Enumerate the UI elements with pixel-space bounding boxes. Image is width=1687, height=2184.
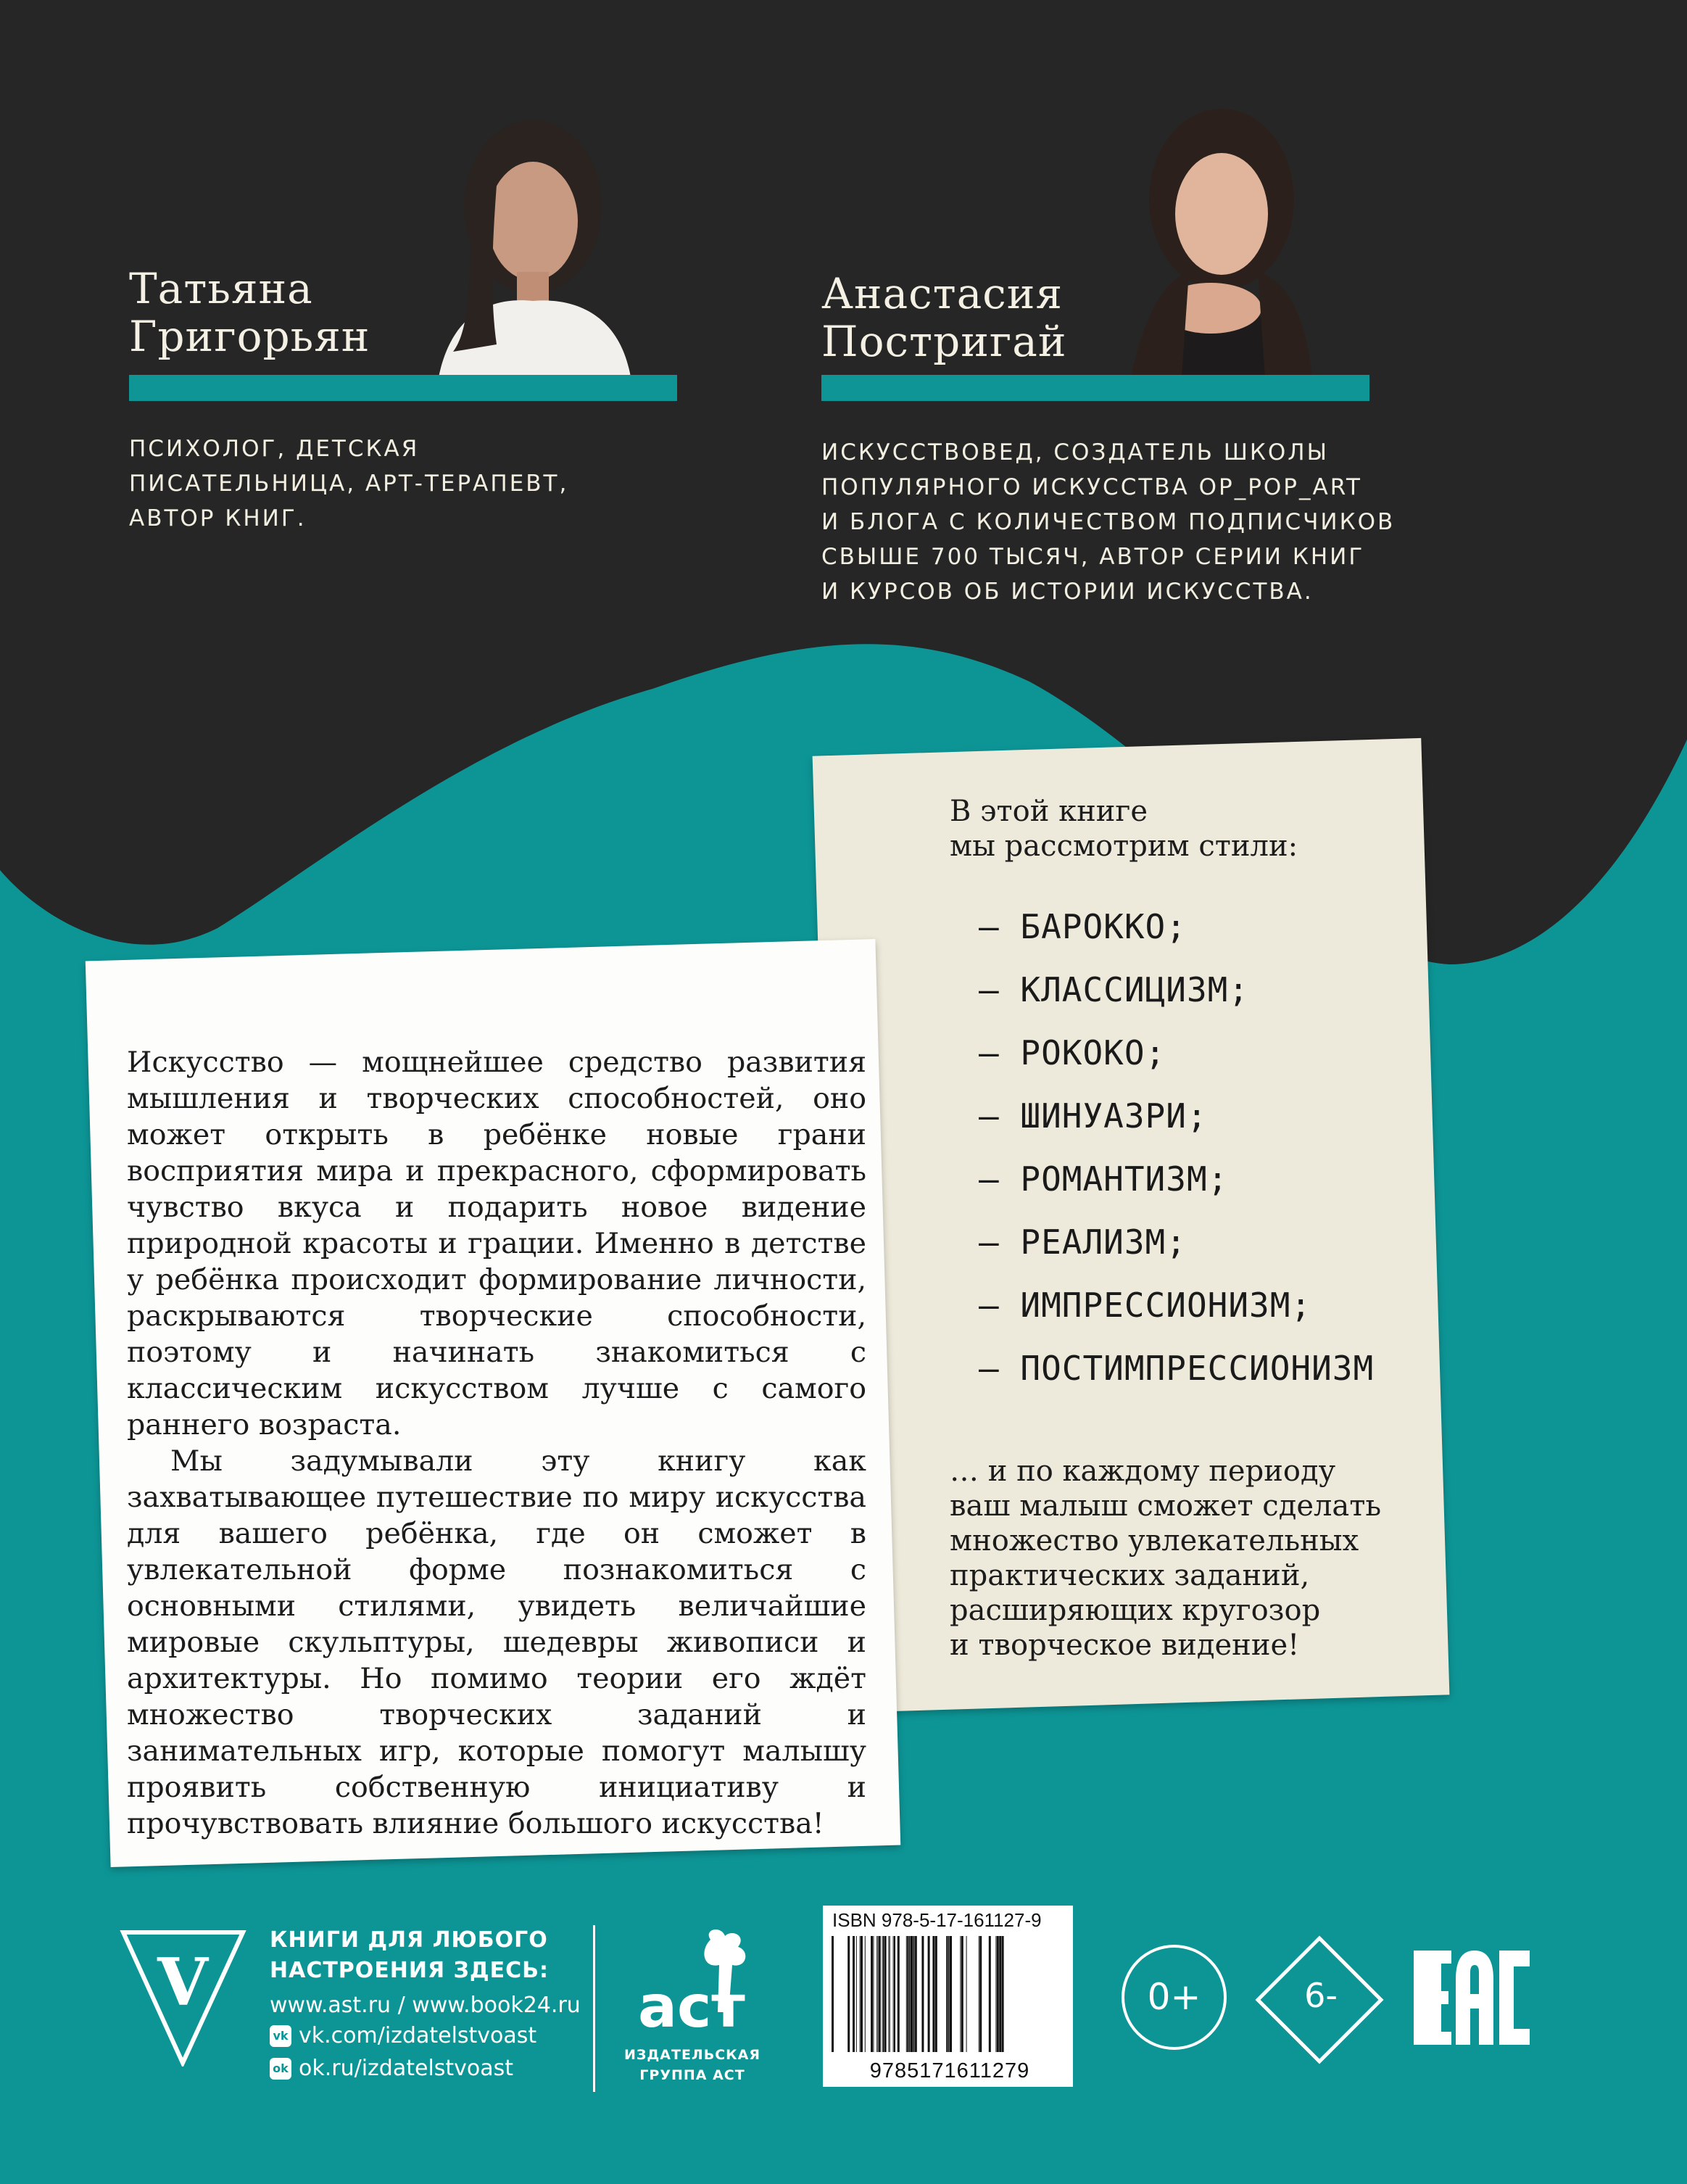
ast-logo-text: аст — [638, 1973, 745, 2040]
style-item: — БАРОККО; — [979, 907, 1187, 946]
barcode-bar — [909, 1936, 911, 2052]
barcode-bar — [960, 1936, 961, 2052]
barcode-bar — [907, 1936, 908, 2052]
barcode-bar — [894, 1936, 895, 2052]
name-underline-bar — [821, 375, 1369, 401]
styles-outro: … и по каждому периоду ваш малыш сможет сделать множество увлекательных практических заданий, расширяющих кругозор и творческое видение! — [950, 1455, 1382, 1662]
author-last-name: Григорьян — [129, 312, 370, 361]
author-first-name: Татьяна — [129, 264, 313, 313]
barcode-bar — [997, 1936, 999, 2052]
author-portrait-anastasia — [1102, 91, 1341, 377]
eac-mark — [1414, 1951, 1530, 2045]
barcode-bar — [911, 1936, 913, 2052]
barcode-bar — [913, 1936, 914, 2052]
barcode-bar — [906, 1936, 907, 2052]
barcode-bar — [832, 1936, 834, 2052]
barcode-bar — [882, 1936, 884, 2052]
barcode-bar — [921, 1936, 924, 2052]
ok-link-label: ok.ru/izdatelstvoast — [299, 2056, 514, 2081]
style-item: — ИМПРЕССИОНИЗМ; — [979, 1286, 1312, 1325]
style-item: — КЛАССИЦИЗМ; — [979, 970, 1250, 1009]
author-bio-anastasia: ИСКУССТВОВЕД, СОЗДАТЕЛЬ ШКОЛЫ ПОПУЛЯРНОГО ИСКУССТВА OP_POP_ART И БЛОГА С КОЛИЧЕСТВОМ ПОДПИСЧИКОВ СВЫШЕ 700 ТЫСЯЧ, АВТОР СЕРИИ КНИГ И КУРСОВ ОБ ИСТОРИИ ИСКУССТВА. — [821, 439, 1396, 605]
barcode-bar — [873, 1936, 874, 2052]
barcode-bar — [847, 1936, 850, 2052]
styles-intro: В этой книге мы рассмотрим стили: — [950, 795, 1298, 863]
barcode-bar — [888, 1936, 889, 2052]
vk-link[interactable] — [270, 2023, 536, 2048]
author-first-name: Анастасия — [821, 269, 1064, 318]
author-bio-tatiana: ПСИХОЛОГ, ДЕТСКАЯ ПИСАТЕЛЬНИЦА, АРТ-ТЕРАПЕВТ, АВТОР КНИГ. — [129, 436, 569, 531]
barcode-bar — [880, 1936, 881, 2052]
style-item: — РЕАЛИЗМ; — [979, 1223, 1187, 1262]
barcode-bar — [879, 1936, 880, 2052]
barcode-bar — [884, 1936, 887, 2052]
barcode-bar — [860, 1936, 861, 2052]
imprint-logo — [120, 1929, 246, 2067]
description-paragraph: Мы задумывали эту книгу как захватывающее путешествие по миру искусства для вашего ребёнка, где он сможет в увлекательной форме познакомиться с основными стилями, увидеть величайшие мировые скульптуры, шедевры живописи и архитектуры. Но помимо теории его ждёт множество творческих заданий и занимательных игр, которые помогут малышу проявить собственную инициативу и прочувствовать влияние большого искусства! — [127, 1444, 866, 1840]
style-item: — РОМАНТИЗМ; — [979, 1159, 1229, 1199]
barcode-bar — [1002, 1936, 1004, 2052]
barcode-bar — [999, 1936, 1001, 2052]
author-name-anastasia — [821, 270, 1066, 365]
imprint-logo-letter: V — [157, 1944, 208, 2021]
author-last-name: Постригай — [821, 317, 1067, 366]
publisher-caption: ИЗДАТЕЛЬСКАЯ ГРУППА АСТ — [623, 2047, 761, 2083]
barcode-bar — [961, 1936, 963, 2052]
vk-icon: vk — [270, 2025, 291, 2047]
footer-divider — [593, 1925, 595, 2092]
style-item: — ПОСТИМПРЕССИОНИЗМ — [979, 1349, 1375, 1388]
barcode-bar — [928, 1936, 930, 2052]
age-recommendation-label: 6- — [1304, 1976, 1338, 2015]
barcode-bar — [966, 1936, 967, 2052]
barcode-bar — [950, 1936, 952, 2052]
description-text — [127, 1044, 866, 1842]
isbn-label: ISBN 978-5-17-161127-9 — [832, 1909, 1042, 1931]
barcode-bar — [865, 1936, 866, 2052]
vk-link-label: vk.com/izdatelstvoast — [299, 2023, 537, 2048]
barcode-bar — [878, 1936, 879, 2052]
barcode-bar — [856, 1936, 857, 2052]
name-underline-bar — [129, 375, 677, 401]
styles-list — [979, 895, 1374, 1400]
description-paragraph: Искусство — мощнейшее средство развития мышления и творческих способностей, оно может открыть в ребёнке новые грани восприятия мира и прекрасного, сформировать чувство вкуса и подарить новое видение природной красоты и грации. Именно в детстве у ребёнка происходит формирование личности, раскрываются творческие способности, поэтому и начинать знакомиться с классическим искусством лучше с самого раннего возраста. — [127, 1046, 866, 1441]
ast-logo — [631, 1925, 758, 2045]
barcode-bar — [853, 1936, 855, 2052]
style-item: — ШИНУАЗРИ; — [979, 1096, 1208, 1136]
ok-icon: ok — [270, 2058, 291, 2080]
barcode-bar — [995, 1936, 996, 2052]
barcode-bar — [979, 1936, 982, 2052]
barcode-bar — [915, 1936, 917, 2052]
barcode-bar — [948, 1936, 950, 2052]
author-name-tatiana — [129, 265, 370, 360]
barcode-bar — [989, 1936, 991, 2052]
promo-heading: КНИГИ ДЛЯ ЛЮБОГО НАСТРОЕНИЯ ЗДЕСЬ: — [270, 1927, 549, 1983]
ean-digits: 9785171611279 — [869, 2059, 1030, 2082]
barcode-bar — [876, 1936, 877, 2052]
ok-link[interactable] — [270, 2056, 513, 2081]
style-item: — РОКОКО; — [979, 1033, 1166, 1072]
barcode-bar — [893, 1936, 894, 2052]
barcode-bar — [935, 1936, 937, 2052]
author-portrait-tatiana — [424, 105, 642, 377]
age-rating-badge: 0+ — [1122, 1945, 1227, 2050]
barcode-bar — [946, 1936, 948, 2052]
barcode-bar — [898, 1936, 900, 2052]
barcode-bar — [861, 1936, 863, 2052]
barcode-bar — [871, 1936, 873, 2052]
barcode-bar — [932, 1936, 934, 2052]
website-links[interactable]: www.ast.ru / www.book24.ru — [270, 1993, 581, 2018]
